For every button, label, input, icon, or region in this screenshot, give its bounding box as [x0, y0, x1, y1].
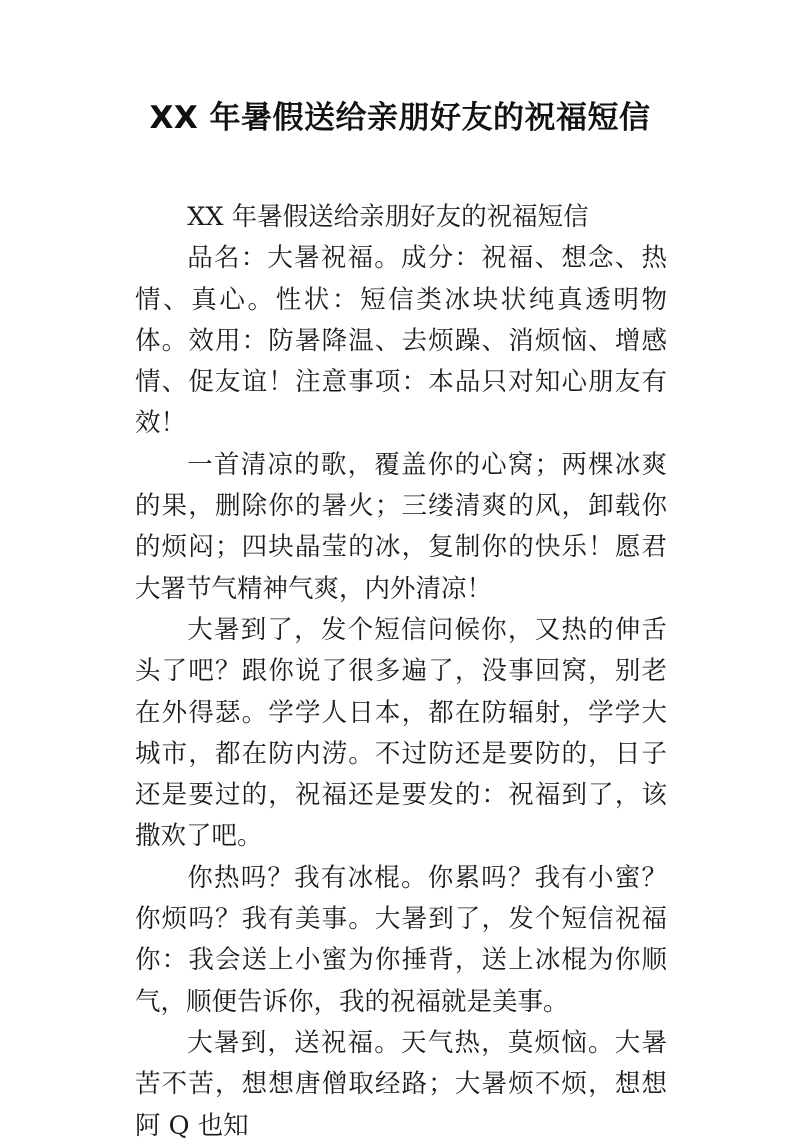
- paragraph: 一首清凉的歌，覆盖你的心窝；两棵冰爽的果，删除你的暑火；三缕清爽的风，卸载你的烦闷；四块晶莹的冰，复制你的快乐！愿君大署节气精神气爽，内外清凉！: [135, 449, 667, 604]
- paragraph-heading: XX 年暑假送给亲朋好友的祝福短信: [187, 202, 589, 232]
- paragraph: 大暑到，送祝福。天气热，莫烦恼。大暑苦不苦，想想唐僧取经路；大暑烦不烦，想想阿 Q 也知: [135, 1027, 667, 1141]
- document-title: XX 年暑假送给亲朋好友的祝福短信: [149, 100, 651, 136]
- paragraph: 你热吗？我有冰棍。你累吗？我有小蜜？你烦吗？我有美事。大暑到了，发个短信祝福你：我会送上小蜜为你捶背，送上冰棍为你顺气，顺便告诉你，我的祝福就是美事。: [135, 862, 667, 1017]
- paragraph: 品名：大暑祝福。成分：祝福、想念、热情、真心。性状：短信类冰块状纯真透明物体。效用：防暑降温、去烦躁、消烦恼、增感情、促友谊！注意事项：本品只对知心朋友有效！: [135, 243, 667, 439]
- paragraph: 大暑到了，发个短信问候你，又热的伸舌头了吧？跟你说了很多遍了，没事回窝，别老在外得瑟。学学人日本，都在防辐射，学学大城市，都在防内涝。不过防还是要防的，日子还是要过的，祝福还是要发的：祝福到了，该撒欢了吧。: [135, 614, 667, 852]
- document-body: [135, 197, 667, 1147]
